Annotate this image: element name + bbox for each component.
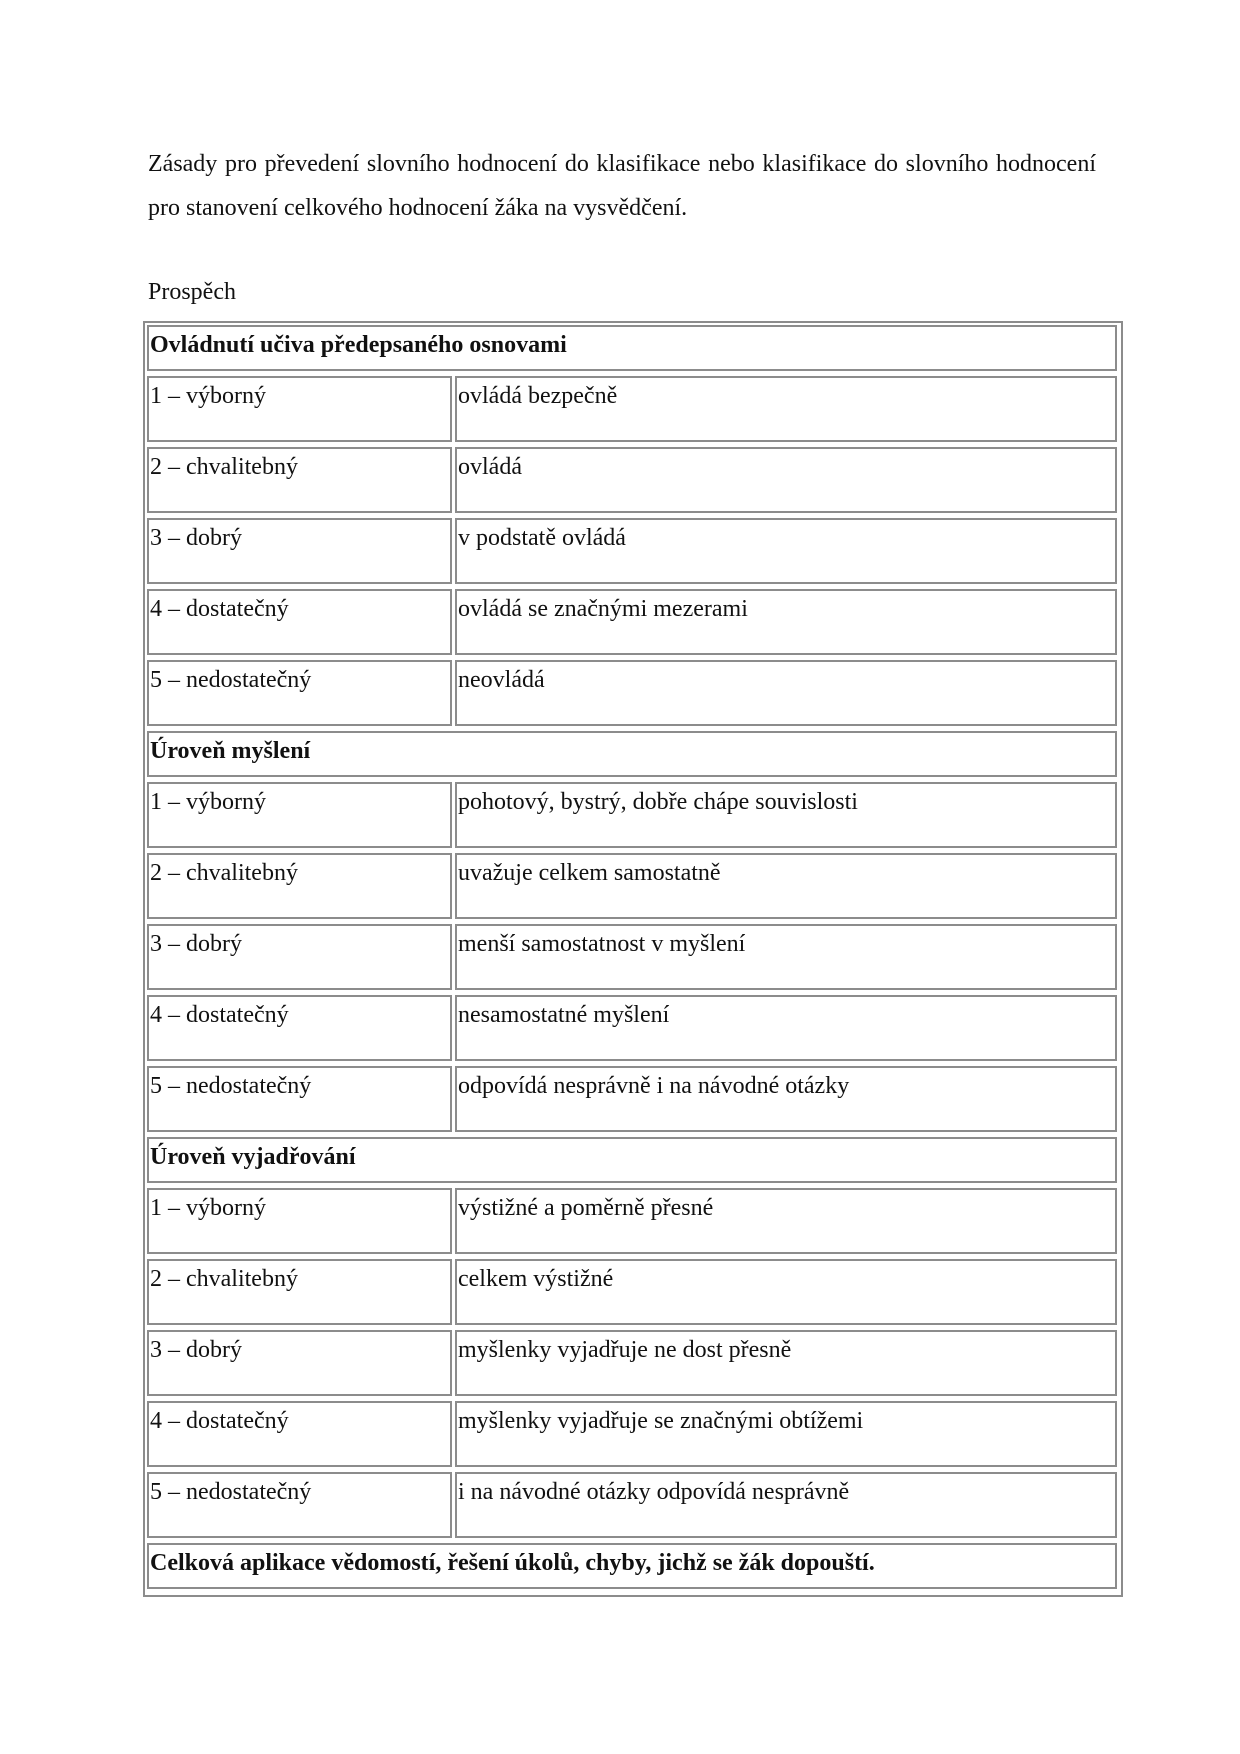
grade-cell: 5 – nedostatečný (147, 1472, 452, 1538)
grade-cell: 3 – dobrý (147, 1330, 452, 1396)
table-section-heading-row (147, 731, 1119, 777)
grade-cell: 2 – chvalitebný (147, 447, 452, 513)
description-cell: myšlenky vyjadřuje se značnými obtížemi (455, 1401, 1117, 1467)
table-row (147, 660, 1119, 726)
description-cell: v podstatě ovládá (455, 518, 1117, 584)
intro-paragraph: Zásady pro převedení slovního hodnocení do klasifikace nebo klasifikace do slovního hodnocení pro stanovení celkového hodnocení žáka na vysvědčení. (148, 151, 1096, 221)
table-row (147, 518, 1119, 584)
description-cell: ovládá bezpečně (455, 376, 1117, 442)
grade-cell: 3 – dobrý (147, 924, 452, 990)
grade-cell: 3 – dobrý (147, 518, 452, 584)
table-row (147, 589, 1119, 655)
grade-cell: 4 – dostatečný (147, 1401, 452, 1467)
description-cell: myšlenky vyjadřuje ne dost přesně (455, 1330, 1117, 1396)
table-row (147, 376, 1119, 442)
table-row (147, 1330, 1119, 1396)
section-title: Prospěch (148, 279, 236, 305)
grade-cell: 5 – nedostatečný (147, 660, 452, 726)
table-section-heading-row (147, 325, 1119, 371)
grading-table (143, 321, 1123, 1597)
description-cell: ovládá se značnými mezerami (455, 589, 1117, 655)
table-row (147, 1401, 1119, 1467)
grade-cell: 1 – výborný (147, 1188, 452, 1254)
description-cell: odpovídá nesprávně i na návodné otázky (455, 1066, 1117, 1132)
description-cell: výstižné a poměrně přesné (455, 1188, 1117, 1254)
table-row (147, 853, 1119, 919)
section-heading: Ovládnutí učiva předepsaného osnovami (147, 325, 1117, 371)
section-heading: Úroveň vyjadřování (147, 1137, 1117, 1183)
grade-cell: 2 – chvalitebný (147, 853, 452, 919)
description-cell: nesamostatné myšlení (455, 995, 1117, 1061)
description-cell: pohotový, bystrý, dobře chápe souvislosti (455, 782, 1117, 848)
description-cell: celkem výstižné (455, 1259, 1117, 1325)
table-row (147, 1066, 1119, 1132)
table-row (147, 1188, 1119, 1254)
final-heading: Celková aplikace vědomostí, řešení úkolů, chyby, jichž se žák dopouští. (147, 1543, 1117, 1589)
grade-cell: 4 – dostatečný (147, 995, 452, 1061)
table-row (147, 995, 1119, 1061)
grade-cell: 5 – nedostatečný (147, 1066, 452, 1132)
table-row (147, 924, 1119, 990)
table-row (147, 1472, 1119, 1538)
table-row (147, 447, 1119, 513)
table-final-heading-row (147, 1543, 1119, 1589)
section-heading: Úroveň myšlení (147, 731, 1117, 777)
table-section-heading-row (147, 1137, 1119, 1183)
table-row (147, 1259, 1119, 1325)
grade-cell: 1 – výborný (147, 376, 452, 442)
grade-cell: 1 – výborný (147, 782, 452, 848)
description-cell: uvažuje celkem samostatně (455, 853, 1117, 919)
description-cell: menší samostatnost v myšlení (455, 924, 1117, 990)
grade-cell: 2 – chvalitebný (147, 1259, 452, 1325)
table-row (147, 782, 1119, 848)
description-cell: neovládá (455, 660, 1117, 726)
grade-cell: 4 – dostatečný (147, 589, 452, 655)
description-cell: i na návodné otázky odpovídá nesprávně (455, 1472, 1117, 1538)
description-cell: ovládá (455, 447, 1117, 513)
